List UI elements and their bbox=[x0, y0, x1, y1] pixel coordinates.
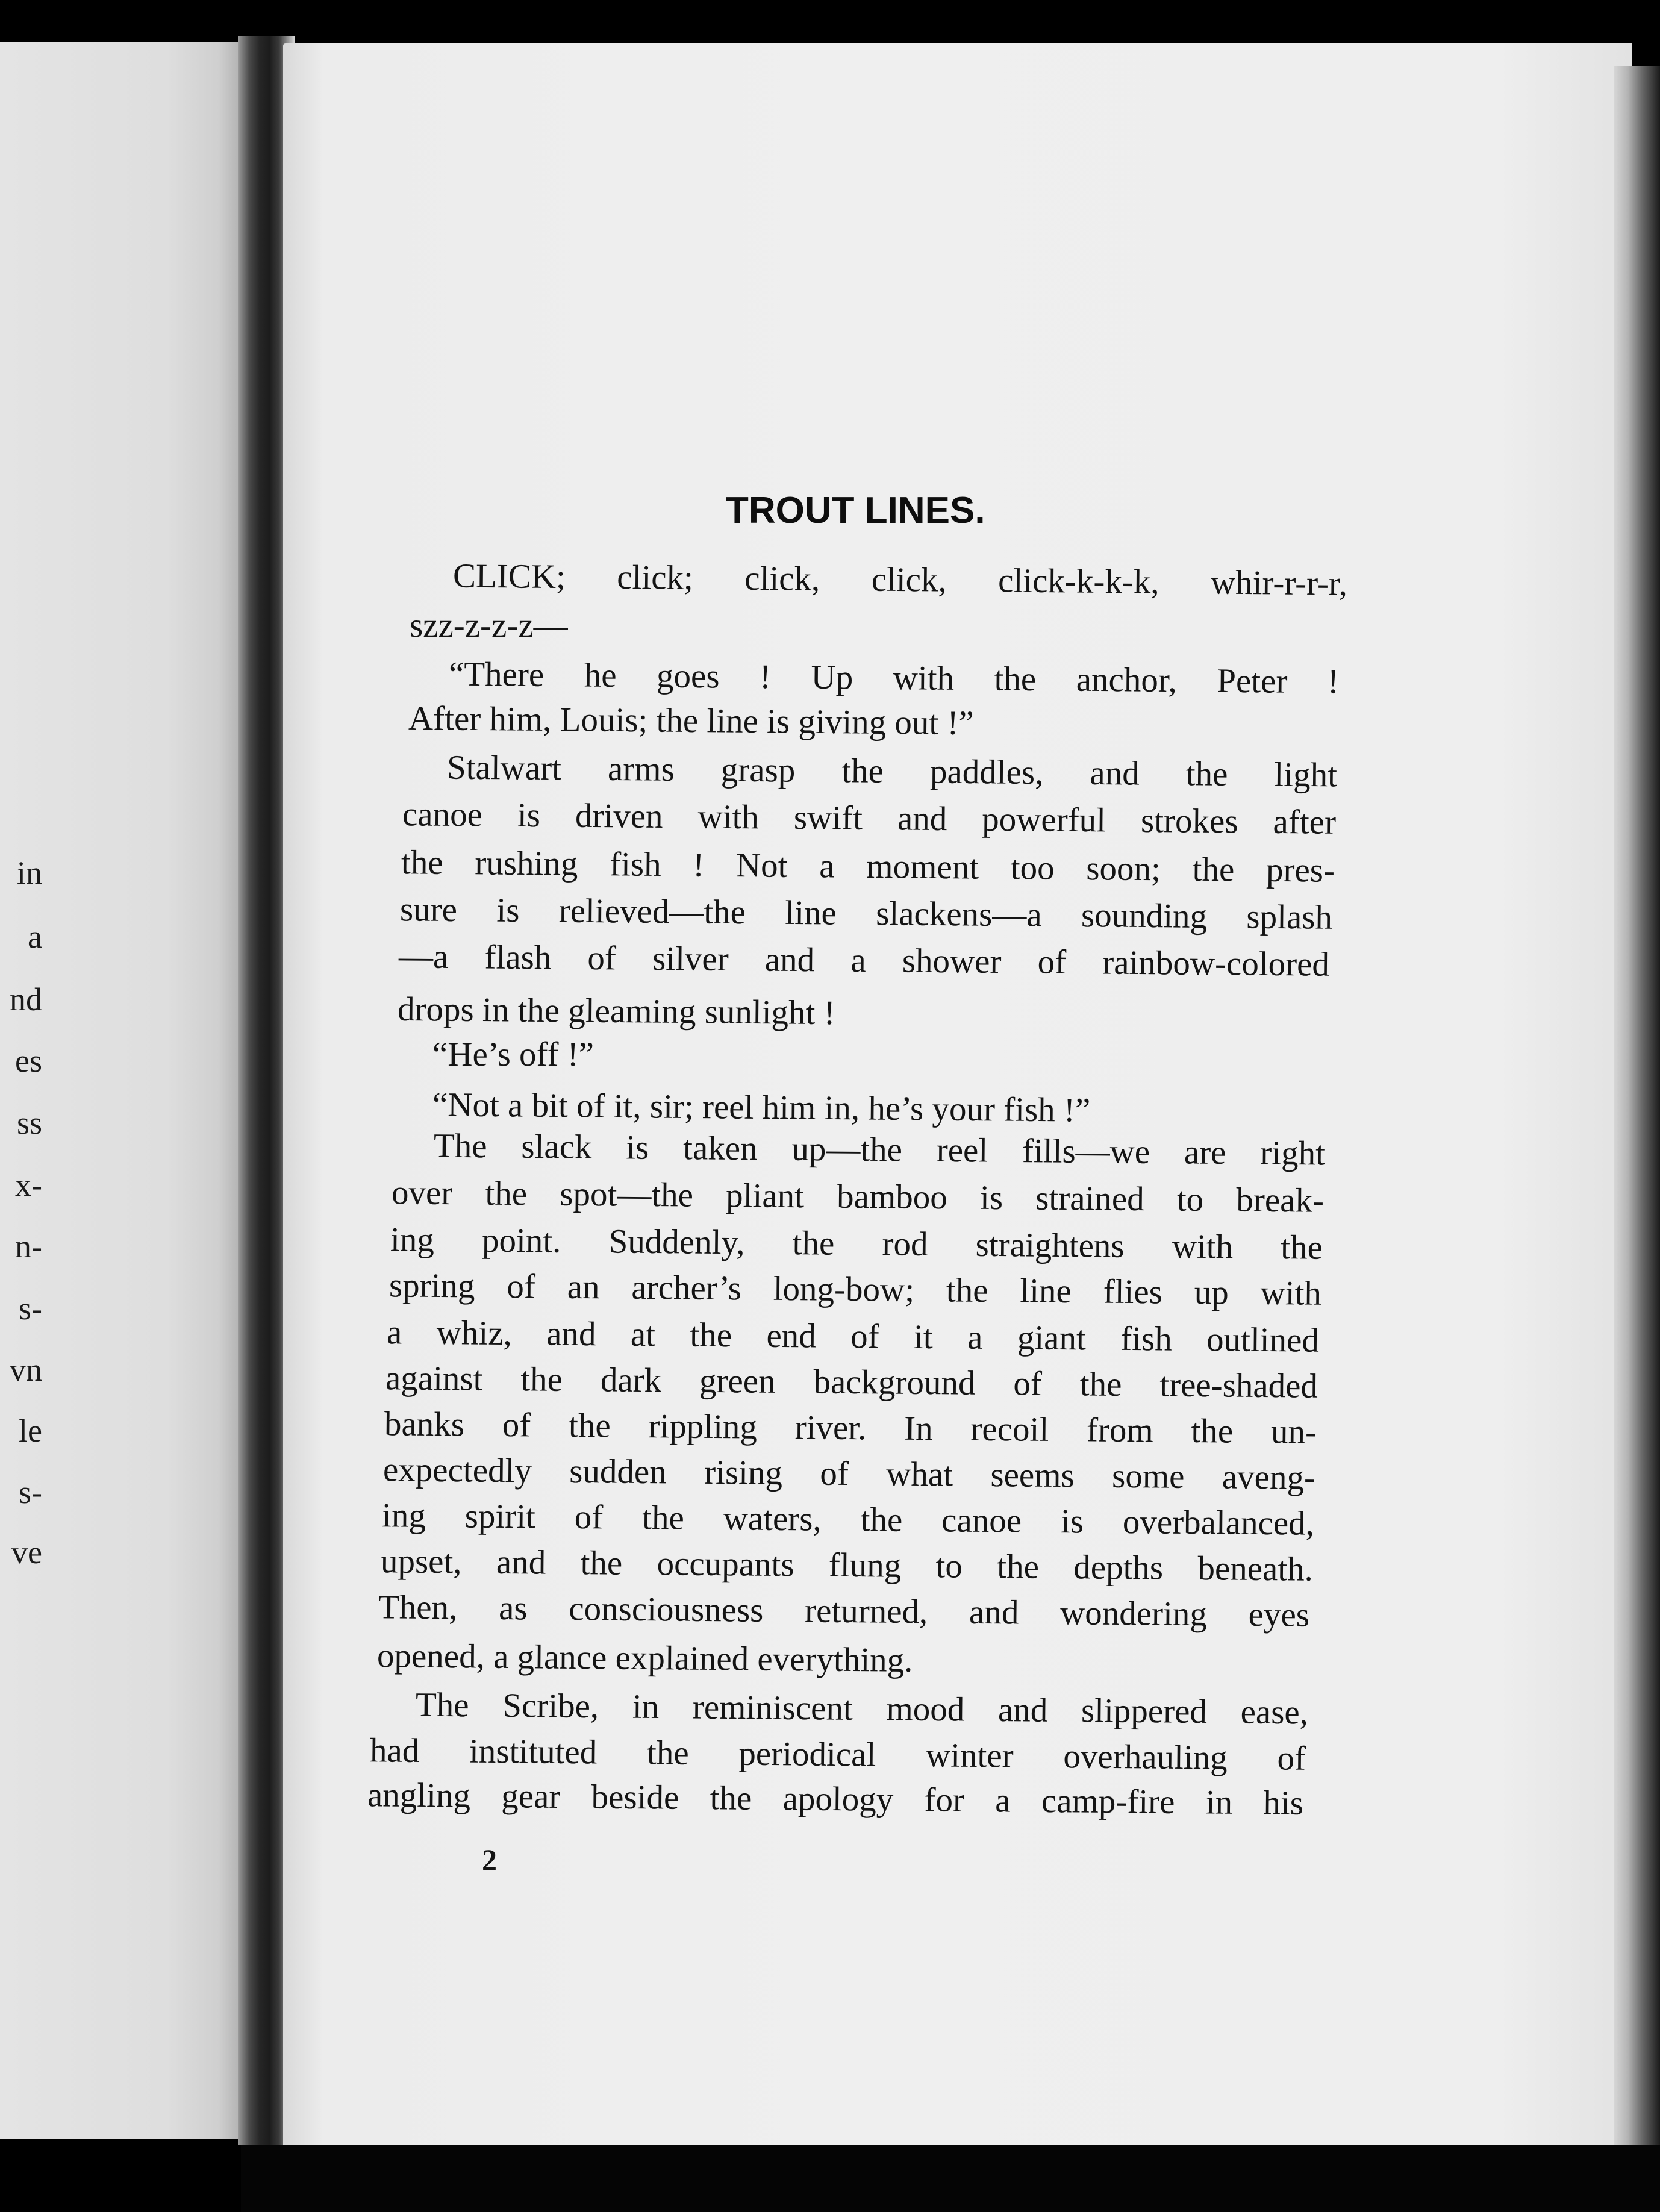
facing-page-fragment: s- bbox=[19, 1474, 42, 1510]
text-line: Stalwart arms grasp the paddles, and the light bbox=[446, 748, 1338, 795]
text-line: opened, a glance explained everything. bbox=[376, 1637, 913, 1679]
text-line: a whiz, and at the end of it a giant fish outlined bbox=[386, 1313, 1320, 1360]
text-line: angling gear beside the apology for a camp-fire in his bbox=[367, 1776, 1304, 1822]
facing-page bbox=[0, 42, 238, 2139]
text-line: —a flash of silver and a shower of rainbow-colored bbox=[398, 937, 1330, 984]
facing-page-fragment: x- bbox=[15, 1167, 42, 1203]
text-line: CLICK; click; click, click, click-k-k-k, whir-r-r-r, bbox=[452, 557, 1348, 603]
text-line: over the spot—the pliant bamboo is strained to break- bbox=[391, 1173, 1325, 1220]
text-line: against the dark green background of the tree-shaded bbox=[385, 1359, 1318, 1405]
page-edge bbox=[1614, 66, 1660, 2181]
text-line: After him, Louis; the line is giving out !” bbox=[408, 699, 975, 743]
scan-border bbox=[241, 2145, 1660, 2212]
text-line: the rushing fish ! Not a moment too soon; the pres- bbox=[401, 843, 1335, 890]
text-line: szz-z-z-z— bbox=[410, 607, 568, 645]
facing-page-fragment: in bbox=[16, 855, 42, 891]
facing-page-fragment: nd bbox=[10, 981, 42, 1017]
text-line: upset, and the occupants flung to the depths beneath. bbox=[380, 1542, 1314, 1589]
page-number: 2 bbox=[482, 1843, 497, 1876]
facing-page-fragment: es bbox=[15, 1043, 42, 1079]
text-line: “There he goes ! Up with the anchor, Peter ! bbox=[448, 655, 1340, 701]
text-line: ing point. Suddenly, the rod straightens with the bbox=[390, 1220, 1323, 1267]
facing-page-fragment: n- bbox=[15, 1228, 42, 1264]
text-line: expectedly sudden rising of what seems some aveng- bbox=[382, 1451, 1316, 1497]
facing-page-fragment: le bbox=[19, 1413, 42, 1449]
facing-page-fragment: ss bbox=[16, 1105, 42, 1141]
text-line: “He’s off !” bbox=[432, 1036, 594, 1073]
text-line: The Scribe, in reminiscent mood and slippered ease, bbox=[415, 1686, 1309, 1732]
facing-page-fragment: vn bbox=[10, 1352, 42, 1388]
text-line: ing spirit of the waters, the canoe is overbalanced, bbox=[381, 1496, 1315, 1543]
facing-page-fragment: ve bbox=[11, 1534, 42, 1570]
text-line: Then, as consciousness returned, and wondering eyes bbox=[378, 1588, 1310, 1634]
text-line: had instituted the periodical winter overhauling of bbox=[369, 1731, 1306, 1778]
article-title: TROUT LINES. bbox=[726, 490, 985, 531]
text-line: drops in the gleaming sunlight ! bbox=[397, 990, 835, 1033]
text-line: sure is relieved—the line slackens—a sounding splash bbox=[399, 890, 1333, 937]
text-line: The slack is taken up—the reel fills—we are right bbox=[433, 1126, 1326, 1173]
text-line: spring of an archer’s long-bow; the line flies up with bbox=[388, 1266, 1322, 1313]
text-line: “Not a bit of it, sir; reel him in, he’s your fish !” bbox=[432, 1086, 1091, 1129]
text-line: banks of the rippling river. In recoil from the un- bbox=[384, 1405, 1317, 1451]
facing-page-fragment: a bbox=[28, 919, 42, 955]
facing-page-fragment: s- bbox=[19, 1290, 42, 1326]
text-line: canoe is driven with swift and powerful strokes after bbox=[402, 795, 1337, 842]
